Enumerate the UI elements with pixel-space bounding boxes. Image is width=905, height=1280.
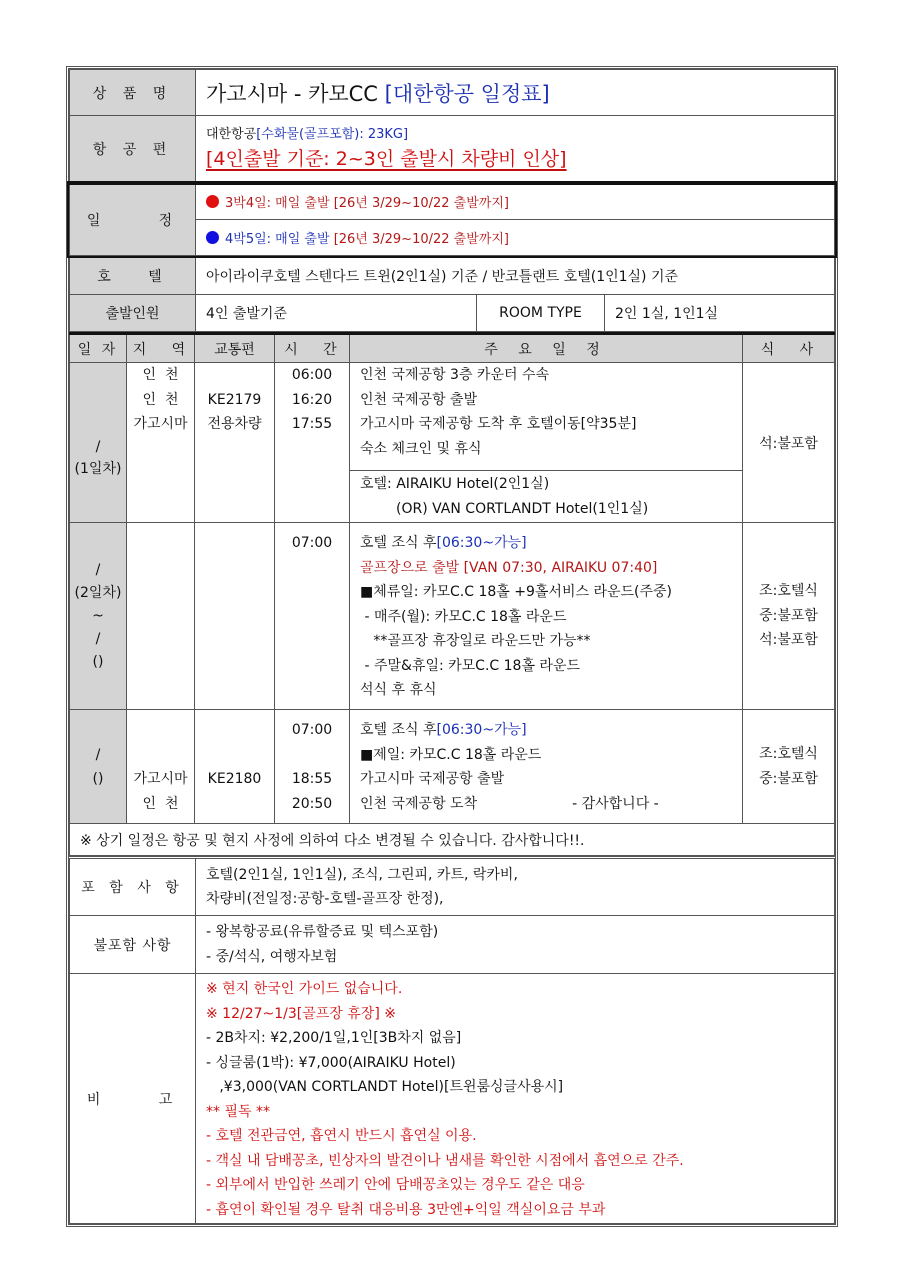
day1-date <box>70 363 127 523</box>
event: 인천 국제공항 도착 - 감사합니다 - <box>360 795 659 812</box>
hotel-label: 호 텔 <box>70 257 196 295</box>
day-number: () <box>92 770 104 787</box>
flight-number: KE2180 <box>207 771 262 787</box>
conditions-table <box>69 856 835 1224</box>
event: ■체류일: 카모C.C 18홀 +9홀서비스 라운드(주중) <box>360 584 672 600</box>
excluded-line: - 중/석식, 여행자보험 <box>206 948 338 965</box>
day3-regions <box>127 710 195 824</box>
schedule-option <box>196 219 835 255</box>
event: ■제일: 카모C.C 18홀 라운드 <box>360 746 542 763</box>
included-line: 차량비(전일정:공항-호텔-골프장 한정), <box>206 891 444 907</box>
day1-transport <box>195 363 275 523</box>
date-value: / <box>95 630 101 647</box>
region <box>127 743 194 768</box>
day-number: (2일차) <box>74 584 122 601</box>
flight-number: KE2179 <box>207 391 262 408</box>
day1-times <box>275 363 350 523</box>
event: 석식 후 휴식 <box>360 682 437 698</box>
col-schedule: 주 요 일 정 <box>350 334 743 363</box>
schedule-option-name: 4박5일: 매일 출발 <box>225 231 330 247</box>
itinerary-footer-row <box>70 824 835 856</box>
day2-date <box>70 523 127 710</box>
product-title <box>196 70 835 116</box>
remark-line: ,¥3,000(VAN CORTLANDT Hotel)[트윈룸싱글사용시] <box>206 1079 564 1095</box>
event: 가고시마 국제공항 도착 후 호텔이동[약35분] <box>360 416 637 432</box>
remark-line: - 싱글룸(1박): ¥7,000(AIRAIKU Hotel) <box>206 1054 456 1071</box>
blue-dot-icon <box>206 231 219 244</box>
col-transport: 교통편 <box>195 334 275 363</box>
day-number: (1일차) <box>74 460 122 477</box>
product-info-table <box>69 69 835 183</box>
time <box>275 743 349 768</box>
hotel-value: 아이라이쿠호텔 스텐다드 트윈(2인1실) 기준 / 반코틀랜트 호텔(1인1실) 기준 <box>196 257 835 295</box>
itinerary-row-day2 <box>70 523 835 710</box>
meal: 중:불포함 <box>759 770 818 787</box>
date-value: / <box>95 561 101 578</box>
event: 골프장으로 출발 [VAN 07:30, AIRAIKU 07:40] <box>360 559 658 576</box>
remark-line: - 2B차지: ¥2,200/1일,1인[3B차지 없음] <box>206 1030 462 1046</box>
remark-line: ※ 현지 한국인 가이드 없습니다. <box>206 981 403 997</box>
day2-meals <box>743 523 835 710</box>
included-items <box>196 858 835 916</box>
col-region: 지 역 <box>127 334 195 363</box>
transport <box>195 792 274 817</box>
schedule-option <box>196 184 835 219</box>
transport: 전용차량 <box>207 416 262 432</box>
airline-baggage: [수화물(골프포함): 23KG] <box>256 127 409 142</box>
day-number: () <box>92 653 104 670</box>
day3-date <box>70 710 127 824</box>
time: 18:55 <box>291 771 333 787</box>
excluded-label: 불포함 사항 <box>70 916 196 974</box>
event: 숙소 체크인 및 휴식 <box>360 440 482 457</box>
meal: 중:불포함 <box>759 607 818 624</box>
room-type-value: 2인 1실, 1인1실 <box>605 295 835 332</box>
itinerary-row-day3 <box>70 710 835 824</box>
included-line: 호텔(2인1실, 1인1실), 조식, 그린피, 카트, 락카비, <box>206 866 518 883</box>
airline-info <box>196 116 835 183</box>
range-separator: ~ <box>92 607 104 624</box>
product-title-suffix: [대한항공 일정표] <box>384 81 550 106</box>
day3-events <box>350 710 743 824</box>
airline-name: 대한항공 <box>206 127 257 142</box>
meal: 조:호텔식 <box>759 746 818 762</box>
hotel-line: 호텔: AIRAIKU Hotel(2인1실) <box>360 476 550 492</box>
day3-meals <box>743 710 835 824</box>
pax-label: 출발인원 <box>70 295 196 332</box>
event: 호텔 조식 후[06:30~가능] <box>360 535 527 551</box>
region: 인 천 <box>142 367 179 383</box>
red-dot-icon <box>206 195 219 208</box>
airline-label: 항 공 편 <box>70 116 196 183</box>
included-label: 포 함 사 항 <box>70 858 196 916</box>
transport <box>195 718 274 743</box>
time: 07:00 <box>291 535 333 551</box>
remarks-label: 비 고 <box>70 974 196 1224</box>
event: 가고시마 국제공항 출발 <box>360 771 505 787</box>
room-type-label: ROOM TYPE <box>477 295 605 332</box>
day2-events <box>350 523 743 710</box>
excluded-items <box>196 916 835 974</box>
event: 호텔 조식 후[06:30~가능] <box>360 722 527 738</box>
remark-line: ※ 12/27~1/3[골프장 휴장] ※ <box>206 1005 396 1022</box>
schedule-table <box>69 183 835 256</box>
itinerary-table <box>69 332 835 856</box>
time: 07:00 <box>291 722 333 738</box>
remark-line: - 호텔 전관금연, 흡연시 반드시 흡연실 이용. <box>206 1128 477 1144</box>
event: 인천 국제공항 출발 <box>360 391 478 408</box>
region: 가고시마 <box>133 416 188 432</box>
day1-hotel <box>350 471 743 523</box>
transport <box>195 363 274 388</box>
region <box>127 718 194 743</box>
day3-times <box>275 710 350 824</box>
date-value: / <box>95 438 101 455</box>
region: 인 천 <box>142 795 179 812</box>
time: 20:50 <box>291 795 333 812</box>
col-time: 시 간 <box>275 334 350 363</box>
remark-line: - 외부에서 반입한 쓰레기 안에 담배꽁초있는 경우도 같은 대응 <box>206 1177 585 1193</box>
pax-value: 4인 출발기준 <box>196 295 477 332</box>
airline-notice: [4인출발 기준: 2~3인 출발시 차량비 인상] <box>206 148 567 170</box>
event: - 매주(월): 카모C.C 18홀 라운드 <box>360 608 567 625</box>
remarks-items <box>196 974 835 1224</box>
schedule-option-name: 3박4일: 매일 출발 <box>225 196 330 212</box>
hotel-line: (OR) VAN CORTLANDT Hotel(1인1실) <box>396 500 649 517</box>
day1-regions <box>127 363 195 523</box>
itinerary-footer-note: ※ 상기 일정은 항공 및 현지 사정에 의하여 다소 변경될 수 있습니다. 감사합니다!!. <box>70 824 835 856</box>
meal: 석:불포함 <box>759 632 818 649</box>
col-meals: 식 사 <box>743 334 835 363</box>
day2-transport <box>195 523 275 710</box>
event: **골프장 휴장일로 라운드만 가능** <box>360 633 591 649</box>
thanks-text: - 감사합니다 - <box>572 795 659 812</box>
remark-line: - 객실 내 담배꽁초, 빈상자의 발견이나 냄새를 확인한 시점에서 흡연으로 간주. <box>206 1152 684 1169</box>
date-value: / <box>95 746 101 763</box>
col-date: 일 자 <box>70 334 127 363</box>
time: 06:00 <box>291 367 333 383</box>
schedule-option-period: [26년 3/29~10/22 출발까지] <box>333 231 509 247</box>
schedule-label: 일 정 <box>70 184 196 255</box>
transport <box>195 743 274 768</box>
remark-line: - 흡연이 확인될 경우 탈취 대응비용 3만엔+익일 객실이요금 부과 <box>206 1201 606 1218</box>
itinerary-row-day1 <box>70 363 835 471</box>
time: 16:20 <box>291 391 333 408</box>
hotel-pax-table <box>69 256 835 333</box>
meal: 조:호텔식 <box>759 583 818 600</box>
itinerary-header-row <box>70 334 835 363</box>
day1-meals: 석:불포함 <box>743 363 835 523</box>
day1-events <box>350 363 743 471</box>
product-label: 상 품 명 <box>70 70 196 116</box>
region: 가고시마 <box>133 771 188 787</box>
remark-line: ** 필독 ** <box>206 1103 270 1120</box>
day2-times <box>275 523 350 710</box>
event: 인천 국제공항 3층 카운터 수속 <box>360 367 549 383</box>
excluded-line: - 왕복항공료(유류할증료 및 텍스포함) <box>206 924 439 940</box>
event: - 주말&휴일: 카모C.C 18홀 라운드 <box>360 657 580 674</box>
region: 인 천 <box>142 391 179 408</box>
itinerary-document <box>66 66 838 1227</box>
day3-transport <box>195 710 275 824</box>
product-title-main: 가고시마 - 카모CC <box>206 81 378 106</box>
day2-regions <box>127 523 195 710</box>
schedule-option-period: [26년 3/29~10/22 출발까지] <box>333 196 509 212</box>
time: 17:55 <box>291 416 333 432</box>
